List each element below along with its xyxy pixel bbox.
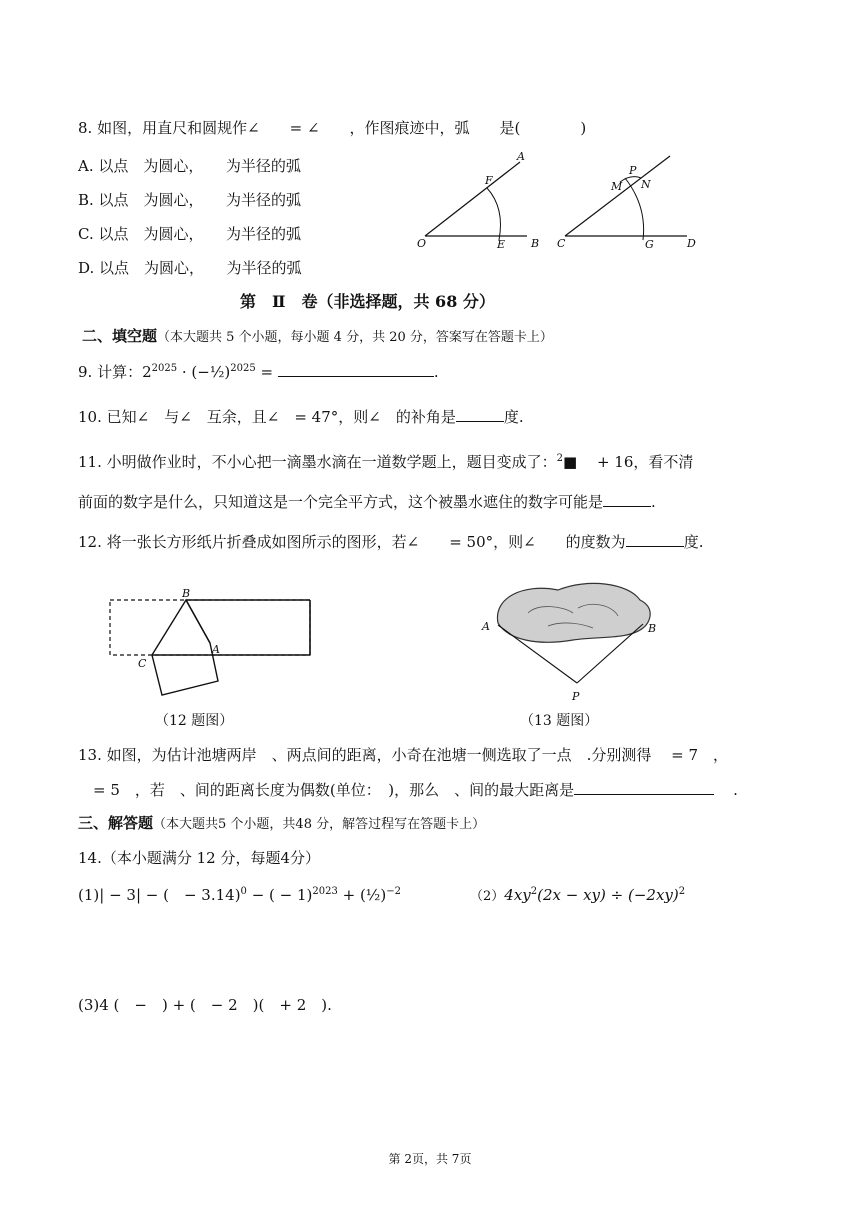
q11-text-a: 11. 小明做作业时，不小心把一滴墨水滴在一道数学题上，题目变成了：	[78, 453, 557, 471]
fig12	[100, 585, 320, 700]
section2-header	[82, 326, 553, 348]
q12-end: 度.	[683, 533, 704, 551]
q9-answer-blank[interactable]	[278, 360, 434, 377]
q14-p1-a: (1)| − 3| − ( − 3.14)	[78, 886, 241, 904]
q9-prefix: 9. 计算：2	[78, 363, 152, 381]
label-c: C	[557, 237, 566, 250]
q8-option-c: C. 以点 为圆心， 为半径的弧	[78, 225, 301, 243]
q11-sup: 2	[556, 453, 564, 464]
section2-title: 二、填空题	[82, 327, 158, 345]
q11-answer-blank[interactable]	[603, 490, 651, 507]
q14-p2-exp1: 2	[530, 886, 538, 897]
q14-p1-exp2: −2	[386, 886, 401, 897]
q9-close: )	[224, 363, 231, 381]
pond	[497, 583, 650, 642]
q8-figure	[415, 148, 705, 258]
q9-mid: · (−	[181, 363, 210, 381]
q10-text: 10. 已知∠ 与∠ 互余，且∠ = 47°，则∠ 的补角是	[78, 408, 456, 426]
fig13-caption: （13 题图）	[520, 713, 599, 729]
label-n: N	[641, 178, 651, 191]
q11-end: .	[651, 493, 656, 511]
q14-p2-a: 4xy	[504, 886, 531, 904]
q8-option-b: B. 以点 为圆心， 为半径的弧	[78, 191, 302, 209]
q14-header: 14.（本小题满分 12 分，每题4分）	[78, 849, 321, 867]
fig12-folded-part	[152, 600, 218, 695]
q12-text: 12. 将一张长方形纸片折叠成如图所示的图形，若∠ = 50°，则∠ 的度数为	[78, 533, 626, 551]
ray-oa	[425, 162, 520, 236]
page-footer: 第 2页，共 7页	[388, 1152, 472, 1166]
q13-text: = 5 ，若 、间的距离长度为偶数(单位： )，那么 、间的最大距离是	[78, 781, 575, 799]
label-b: B	[531, 237, 540, 250]
q11-line2	[78, 490, 656, 512]
section2-note: （本大题共 5 个小题，每小题 4 分，共 20 分，答案写在答题卡上）	[157, 330, 553, 345]
label-a: A	[517, 150, 525, 163]
q14-p1-exp0: 0	[240, 886, 247, 897]
fig12-dashed-rect	[110, 600, 310, 655]
q10	[78, 405, 524, 427]
section3-header	[78, 813, 485, 835]
q14-part2	[470, 885, 685, 907]
section3-title: 三、解答题	[78, 814, 154, 832]
q9-frac: ½	[209, 363, 225, 381]
arc-ef	[487, 188, 501, 240]
label-m: M	[611, 180, 623, 193]
q8-option-a: A. 以点 为圆心， 为半径的弧	[78, 157, 301, 175]
q13-line2	[78, 778, 738, 800]
q14-p1-b: − ( − 1)	[246, 886, 313, 904]
q8-stem: 8. 如图，用直尺和圆规作∠ = ∠ ，作图痕迹中，弧 是( )	[78, 119, 587, 137]
fig12-crease	[186, 600, 210, 643]
q11-text-b: ■ + 16，看不清	[563, 453, 694, 471]
q9-exp2: 2025	[230, 363, 256, 374]
label-e: E	[497, 238, 506, 251]
fig12-label-a: A	[212, 643, 220, 656]
fig12-label-b: B	[182, 587, 191, 600]
q13-end: .	[733, 781, 738, 799]
fig13	[478, 578, 668, 703]
part2-title: 第 Ⅱ 卷（非选择题，共 68 分）	[240, 292, 495, 311]
q11-text-c: 前面的数字是什么，只知道这是一个完全平方式，这个被墨水遮住的数字可能是	[78, 493, 604, 511]
label-g: G	[645, 238, 654, 251]
q12	[78, 530, 703, 552]
label-p: P	[629, 164, 637, 177]
q10-answer-blank[interactable]	[456, 405, 504, 422]
fig13-label-p: P	[572, 690, 580, 703]
q9-end: .	[433, 363, 439, 381]
label-o: O	[417, 237, 427, 250]
q9-eq: =	[255, 363, 274, 381]
label-f: F	[485, 174, 493, 187]
q14-part3: (3)4 ( − ) + ( − 2 )( + 2 ).	[78, 996, 332, 1014]
q14-p2-label: （2）	[470, 889, 505, 904]
q12-answer-blank[interactable]	[626, 530, 684, 547]
fig12-label-c: C	[138, 657, 147, 670]
fig13-label-a: A	[482, 620, 490, 633]
q11-line1	[78, 452, 693, 472]
q14-p2-b: (2x − xy) ÷ (−2xy)	[537, 886, 679, 904]
label-d: D	[687, 237, 696, 250]
q9	[78, 360, 439, 382]
q8-option-d: D. 以点 为圆心， 为半径的弧	[78, 259, 302, 277]
q13-answer-blank[interactable]	[574, 778, 714, 795]
q14-p1-exp1: 2023	[312, 886, 338, 897]
q9-exp1: 2025	[151, 363, 178, 374]
ray-cp	[565, 156, 670, 236]
q14-p1-c: + (½)	[337, 886, 387, 904]
q14-p2-exp2: 2	[678, 886, 686, 897]
q14-part1	[78, 885, 401, 905]
section3-note: （本大题共5 个小题，共48 分，解答过程写在答题卡上）	[153, 817, 486, 832]
q13-line1: 13. 如图，为估计池塘两岸 、两点间的距离，小奇在池塘一侧选取了一点 .分别测得 = 7 ，	[78, 746, 729, 764]
q10-end: 度.	[503, 408, 524, 426]
fig12-caption: （12 题图）	[155, 713, 234, 729]
fig13-label-b: B	[648, 622, 657, 635]
